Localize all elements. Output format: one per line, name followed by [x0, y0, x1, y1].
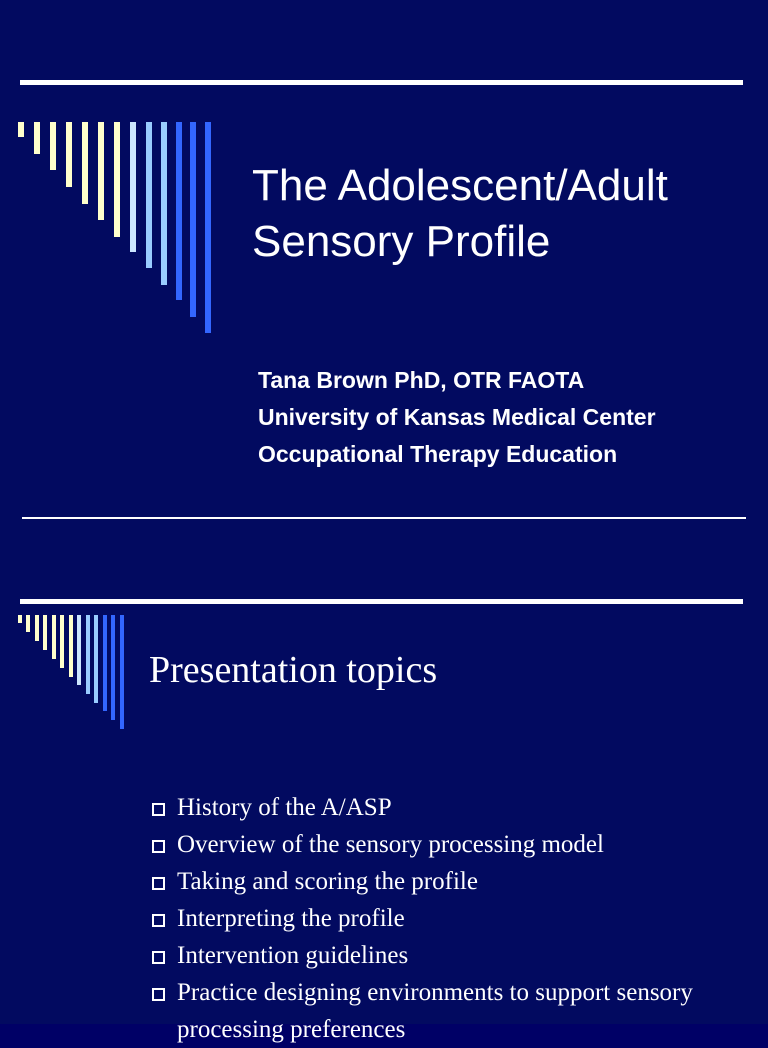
list-item-text: Interpreting the profile [177, 905, 405, 932]
bar [176, 122, 182, 300]
list-item-text: Practice designing environments to support sensory processing preferences [177, 979, 693, 1043]
bar [77, 615, 81, 685]
bar [60, 615, 64, 668]
list-item-text: History of the A/ASP [177, 794, 392, 821]
square-bullet-icon [152, 840, 165, 853]
list-item-text: Intervention guidelines [177, 942, 409, 969]
bar [34, 122, 40, 154]
presenter-department: Occupational Therapy Education [258, 441, 618, 467]
bar [18, 615, 22, 623]
list-item-text: Taking and scoring the profile [177, 868, 478, 895]
bar [66, 122, 72, 187]
square-bullet-icon [152, 951, 165, 964]
bar [82, 122, 88, 204]
decorative-bars-large [18, 122, 218, 337]
presenter-info [258, 362, 738, 473]
top-rule [20, 599, 743, 604]
bar [103, 615, 107, 711]
square-bullet-icon [152, 914, 165, 927]
topics-slide [0, 519, 768, 1043]
presenter-institution: University of Kansas Medical Center [258, 404, 656, 430]
square-bullet-icon [152, 988, 165, 1001]
list-item [150, 826, 730, 863]
bar [69, 615, 73, 677]
bar [161, 122, 167, 285]
list-item [150, 900, 730, 937]
list-item [150, 789, 730, 826]
bar [205, 122, 211, 333]
bar [52, 615, 56, 659]
list-item [150, 937, 730, 974]
presenter-name: Tana Brown PhD, OTR FAOTA [258, 367, 585, 393]
bar [18, 122, 24, 137]
bar [35, 615, 39, 641]
list-item-text: Overview of the sensory processing model [177, 831, 604, 858]
slide-title: Presentation topics [149, 649, 438, 691]
bar [94, 615, 98, 703]
bar [120, 615, 124, 729]
bar [98, 122, 104, 220]
bar [43, 615, 47, 650]
topics-list [150, 789, 730, 1048]
decorative-bars-small [18, 615, 128, 730]
square-bullet-icon [152, 877, 165, 890]
list-item [150, 863, 730, 900]
bar [130, 122, 136, 252]
bar [50, 122, 56, 170]
list-item [150, 974, 730, 1048]
slide-title: The Adolescent/Adult Sensory Profile [252, 161, 668, 266]
bar [114, 122, 120, 237]
bar [111, 615, 115, 720]
square-bullet-icon [152, 803, 165, 816]
bar [26, 615, 30, 632]
bar [190, 122, 196, 317]
bar [146, 122, 152, 268]
title-slide [0, 0, 768, 519]
top-rule [20, 80, 743, 85]
bar [86, 615, 90, 694]
